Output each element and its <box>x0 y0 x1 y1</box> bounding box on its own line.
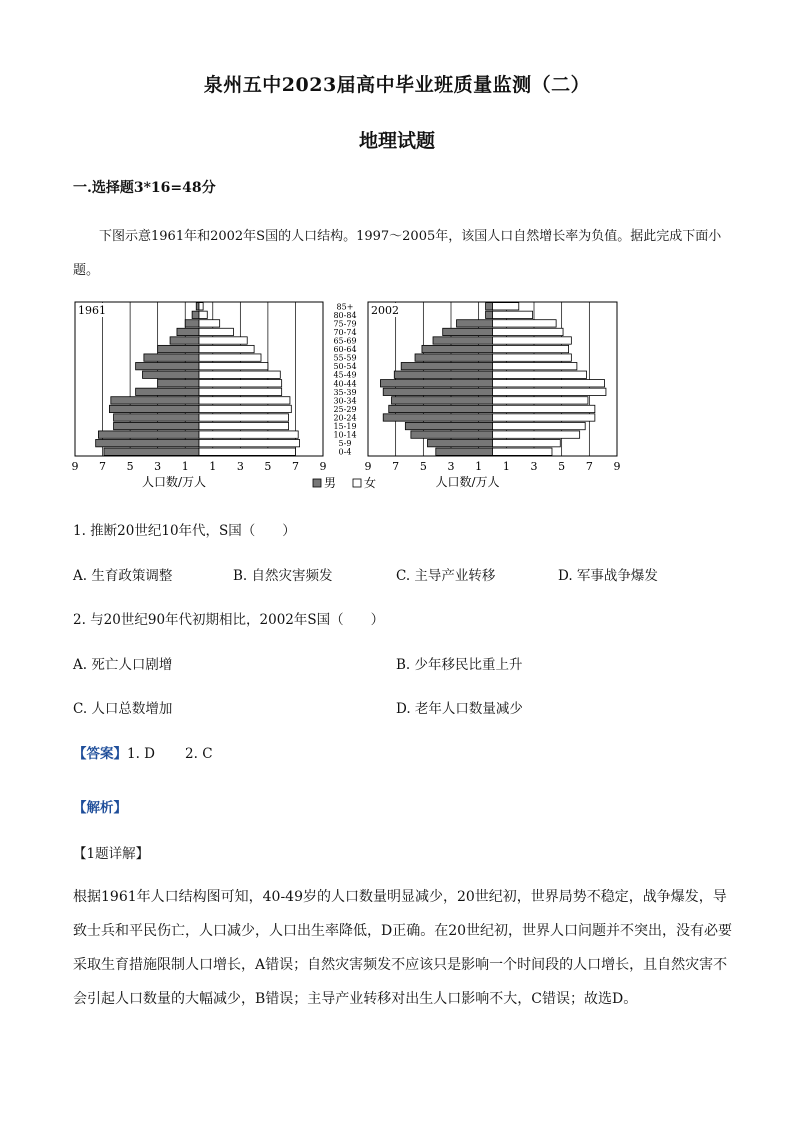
x-tick-label: 7 <box>99 460 107 473</box>
q1-option-c[interactable]: C. 主导产业转移 <box>396 568 496 584</box>
explanation-text: 根据1961年人口结构图可知，40-49岁的人口数量明显减少，20世纪初，世界局势不稳定，战争爆发，导致士兵和平民伤亡，人口减少，人口出生率降低，D正确。在20世纪初，世界人口问题并不突出，没有必要采取生育措施限制人口增长，A错误；自然灾害频发不应该只是影响一个时间段的人口增长，且自然灾害不会引起人口数量的大幅减少，B错误；主导产业转移对出生人口影响不大，C错误；故选D。 <box>73 889 733 1007</box>
bar-male <box>136 362 199 369</box>
bar-male <box>158 345 199 352</box>
x-tick-label: 5 <box>558 460 566 473</box>
x-tick-label: 9 <box>364 460 372 473</box>
x-tick-label: 1 <box>181 460 189 473</box>
bar-female <box>199 422 289 429</box>
panel-year-label: 1961 <box>78 304 106 317</box>
bar-female <box>493 380 605 387</box>
population-pyramid-figure <box>60 292 640 497</box>
answer-line <box>73 742 213 762</box>
bar-female <box>199 439 300 446</box>
q1-option-d[interactable]: D. 军事战争爆发 <box>558 568 658 584</box>
bar-female <box>199 405 291 412</box>
x-tick-label: 7 <box>392 460 400 473</box>
panel-year-label: 2002 <box>371 304 399 317</box>
bar-male <box>486 303 493 310</box>
bar-male <box>394 371 492 378</box>
age-group-label: 20-24 <box>333 413 357 423</box>
x-tick-label: 5 <box>264 460 272 473</box>
bar-male <box>144 354 199 361</box>
x-tick-label: 7 <box>585 460 593 473</box>
x-tick-label: 5 <box>419 460 427 473</box>
legend-male-swatch <box>313 479 321 487</box>
bar-female <box>199 380 282 387</box>
bar-female <box>199 397 290 404</box>
answer-q1: 1. D <box>127 746 155 762</box>
analysis-heading: 【解析】 <box>73 800 127 816</box>
bar-female <box>493 448 552 455</box>
bar-male <box>443 328 493 335</box>
bar-female <box>493 303 519 310</box>
bar-male <box>104 448 199 455</box>
bar-female <box>493 388 606 395</box>
bar-female <box>493 371 587 378</box>
age-group-label: 85+ <box>336 302 354 312</box>
bar-male <box>405 422 492 429</box>
bar-male <box>422 345 493 352</box>
q2-option-a[interactable]: A. 死亡人口剧增 <box>73 657 173 673</box>
bar-female <box>199 414 289 421</box>
legend-male-label: 男 <box>324 476 337 490</box>
bar-male <box>192 311 199 318</box>
bar-female <box>493 345 569 352</box>
question-1-stem: 1. 推断20世纪10年代，S国（ ） <box>73 523 296 539</box>
bar-female <box>199 354 261 361</box>
bar-male <box>383 414 492 421</box>
age-group-label: 0-4 <box>338 447 352 457</box>
x-tick-label: 1 <box>502 460 510 473</box>
age-group-label: 25-29 <box>333 404 357 414</box>
bar-female <box>199 337 247 344</box>
bar-male <box>457 320 493 327</box>
pyramid-1961 <box>72 302 327 489</box>
bar-female <box>493 354 572 361</box>
x-tick-label: 3 <box>530 460 538 473</box>
x-tick-label: 1 <box>209 460 217 473</box>
detail-heading: 【1题详解】 <box>73 846 150 862</box>
x-tick-label: 7 <box>291 460 299 473</box>
age-group-label: 80-84 <box>333 310 357 320</box>
bar-female <box>199 320 220 327</box>
x-tick-label: 5 <box>126 460 134 473</box>
bar-female <box>493 328 564 335</box>
bar-male <box>185 320 199 327</box>
bar-male <box>383 388 492 395</box>
age-group-label: 10-14 <box>333 430 357 440</box>
chart-legend <box>313 476 376 490</box>
q2-option-b[interactable]: B. 少年移民比重上升 <box>396 657 523 673</box>
bar-female <box>199 388 282 395</box>
age-axis-labels <box>333 302 356 456</box>
bar-female <box>199 431 298 438</box>
bar-female <box>493 431 580 438</box>
age-group-label: 70-74 <box>333 327 357 337</box>
bar-male <box>401 362 492 369</box>
answer-tag: 【答案】 <box>73 746 127 762</box>
age-group-label: 40-44 <box>333 379 357 389</box>
age-group-label: 5-9 <box>338 439 352 449</box>
document-title: 泉州五中2023届高中毕业班质量监测（二） <box>203 74 591 96</box>
bar-female <box>199 311 207 318</box>
bar-female <box>493 439 561 446</box>
bar-male <box>415 354 492 361</box>
bar-male <box>436 448 493 455</box>
bar-female <box>493 362 577 369</box>
document-subtitle: 地理试题 <box>358 130 435 152</box>
bar-female <box>199 345 254 352</box>
bar-female <box>199 328 233 335</box>
bar-male <box>96 439 199 446</box>
answer-q2: 2. C <box>185 746 213 762</box>
bar-male <box>111 397 199 404</box>
q1-option-b[interactable]: B. 自然灾害频发 <box>233 568 333 584</box>
legend-female-label: 女 <box>364 476 377 490</box>
legend-female-swatch <box>353 479 361 487</box>
bar-male <box>114 422 199 429</box>
x-tick-label: 9 <box>613 460 621 473</box>
bar-female <box>493 405 595 412</box>
q2-option-c[interactable]: C. 人口总数增加 <box>73 701 173 717</box>
bar-male <box>380 380 492 387</box>
age-group-label: 65-69 <box>333 336 357 346</box>
bar-female <box>199 303 203 310</box>
x-axis-label: 人口数/万人 <box>435 475 500 489</box>
age-group-label: 55-59 <box>333 353 357 363</box>
bar-male <box>136 388 199 395</box>
bar-male <box>114 414 199 421</box>
x-tick-label: 3 <box>236 460 244 473</box>
section-title: 一.选择题3*16=48分 <box>73 180 216 196</box>
bar-male <box>433 337 492 344</box>
bar-male <box>389 405 493 412</box>
age-group-label: 15-19 <box>333 422 357 432</box>
bar-female <box>493 337 572 344</box>
bar-male <box>427 439 492 446</box>
bar-male <box>109 405 199 412</box>
bar-female <box>493 320 557 327</box>
q1-option-a[interactable]: A. 生育政策调整 <box>73 568 173 584</box>
q2-option-d[interactable]: D. 老年人口数量减少 <box>396 701 523 717</box>
bar-female <box>493 414 595 421</box>
x-tick-label: 3 <box>154 460 162 473</box>
bar-female <box>199 362 268 369</box>
x-tick-label: 9 <box>71 460 79 473</box>
age-group-label: 45-49 <box>333 370 357 380</box>
bar-male <box>392 397 493 404</box>
bar-male <box>411 431 493 438</box>
bar-female <box>199 448 295 455</box>
bar-female <box>493 311 533 318</box>
pyramid-2002 <box>365 302 621 489</box>
age-group-label: 75-79 <box>333 319 357 329</box>
question-intro: 下图示意1961年和2002年S国的人口结构。1997～2005年，该国人口自然增长率为负值。据此完成下面小题。 <box>73 229 722 278</box>
x-tick-label: 9 <box>319 460 327 473</box>
bar-female <box>199 371 280 378</box>
age-group-label: 35-39 <box>333 387 357 397</box>
x-axis-label: 人口数/万人 <box>141 475 207 489</box>
bar-male <box>143 371 199 378</box>
x-tick-label: 1 <box>475 460 483 473</box>
bar-male <box>486 311 493 318</box>
x-tick-label: 3 <box>447 460 455 473</box>
question-2-stem: 2. 与20世纪90年代初期相比，2002年S国（ ） <box>73 612 385 628</box>
bar-male <box>158 380 199 387</box>
bar-female <box>493 397 588 404</box>
age-group-label: 60-64 <box>333 345 357 355</box>
bar-female <box>493 422 586 429</box>
age-group-label: 30-34 <box>333 396 357 406</box>
age-group-label: 50-54 <box>333 362 357 372</box>
bar-male <box>177 328 199 335</box>
bar-male <box>170 337 199 344</box>
bar-male <box>196 303 199 310</box>
bar-male <box>98 431 199 438</box>
